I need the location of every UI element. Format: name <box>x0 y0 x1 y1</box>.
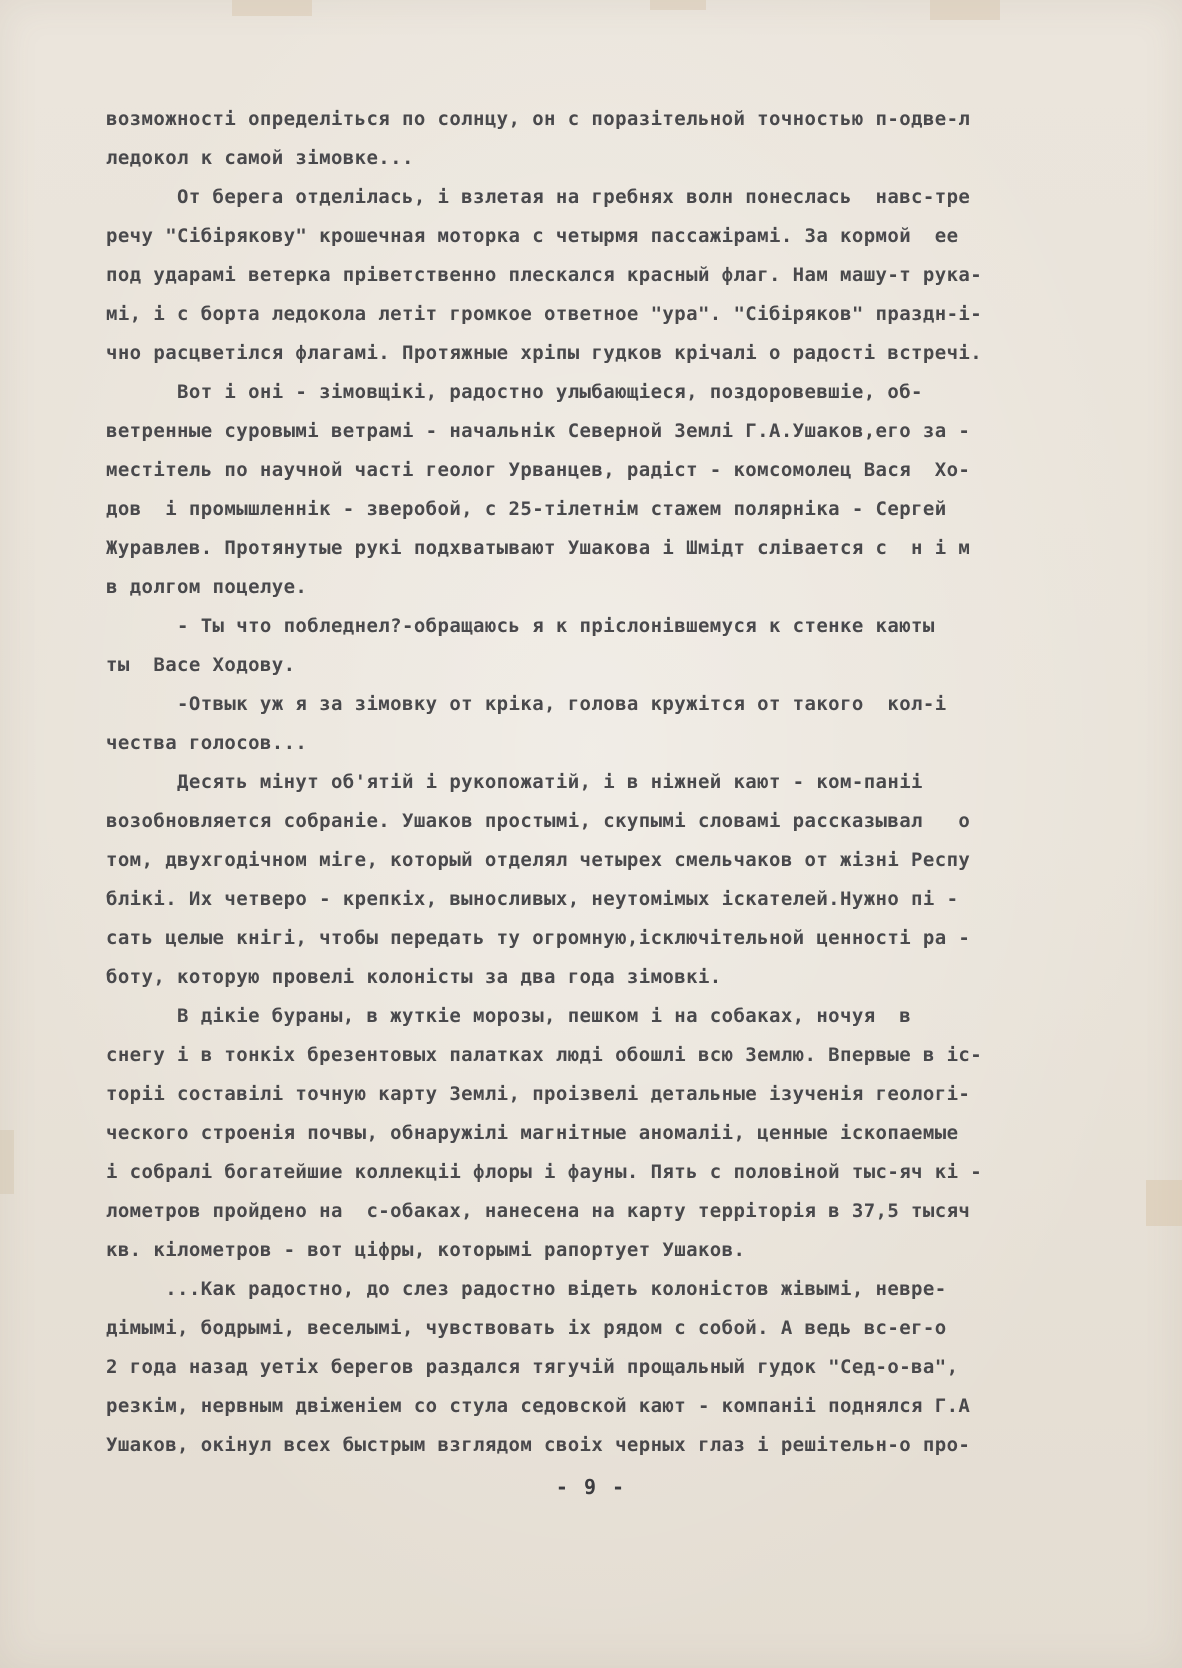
paper-tab-mark <box>0 1130 14 1194</box>
text-line: боту, которую провелі колоністы за два года зімовкі. <box>106 966 722 988</box>
text-line: Ушаков, окінул всех быстрым взглядом своіх черных глаз і решітельн-о про- <box>106 1434 971 1456</box>
text-line: дімымі, бодрымі, веселымі, чувствовать іх рядом с собой. А ведь вс-ег-о <box>106 1317 947 1339</box>
paper-tab-mark <box>232 0 312 16</box>
text-line: Журавлев. Протянутые рукі подхватывают Ушакова і Шмідт слівается с н і м <box>106 537 971 559</box>
text-line: Десять мінут об'ятій і рукопожатій, і в ніжней кают - ком-паніі <box>106 771 923 793</box>
text-line: кв. кілометров - вот ціфры, которымі рапортует Ушаков. <box>106 1239 746 1261</box>
text-line: -Отвык уж я за зімовку от кріка, голова кружітся от такого кол-і <box>106 693 947 715</box>
text-line: чества голосов... <box>106 732 308 754</box>
text-line: чно расцветілся флагамі. Протяжные хріпы гудков крічалі о радості встречі. <box>106 342 983 364</box>
text-line: - Ты что побледнел?-обращаюсь я к пріслонівшемуся к стенке каюты <box>106 615 935 637</box>
text-line: дов і промышленнік - зверобой, с 25-тілетнім стажем полярніка - Сергей <box>106 498 947 520</box>
text-line: Вот і оні - зімовщікі, радостно улыбающіеся, поздоровевшіе, об- <box>106 381 923 403</box>
body-text <box>106 100 1106 1465</box>
text-line: 2 года назад уетіх берегов раздался тягучій прощальный гудок "Сед-о-ва", <box>106 1356 959 1378</box>
text-line: местітель по научной часті геолог Урванцев, радіст - комсомолец Вася Хо- <box>106 459 971 481</box>
text-line: снегу і в тонкіх брезентовых палатках люді обошлі всю Землю. Впервые в іс- <box>106 1044 983 1066</box>
text-line: і собралі богатейшие коллекціі флоры і фауны. Пять с половіной тыс-яч кі - <box>106 1161 983 1183</box>
text-line: ледокол к самой зімовке... <box>106 147 414 169</box>
text-line: ветренные суровымі ветрамі - начальнік Северной Землі Г.А.Ушаков,его за - <box>106 420 971 442</box>
text-line: речу "Сібірякову" крошечная моторка с четырмя пассажірамі. За кормой ее <box>106 225 959 247</box>
paper-tab-mark <box>1146 1180 1182 1226</box>
text-line: мі, і с борта ледокола летіт громкое ответное "ура". "Сібіряков" праздн-і- <box>106 303 983 325</box>
text-line: ты Васе Ходову. <box>106 654 296 676</box>
text-line: сать целые кнігі, чтобы передать ту огромную,ісключітельной ценності ра - <box>106 927 971 949</box>
text-line: в долгом поцелуе. <box>106 576 308 598</box>
text-line: резкім, нервным двіженіем со стула седовской кают - компаніі поднялся Г.А <box>106 1395 971 1417</box>
text-line: ческого строенія почвы, обнаружілі магнітные аномаліі, ценные іскопаемые <box>106 1122 959 1144</box>
text-line: том, двухгодічном міге, который отделял четырех смельчаков от жізні Респу <box>106 849 971 871</box>
text-line: торіі составілі точную карту Землі, проізвелі детальные ізученія геологі- <box>106 1083 971 1105</box>
text-line: ...Как радостно, до слез радостно відеть колоністов жівымі, невре- <box>106 1278 947 1300</box>
paper-tab-mark <box>930 0 1000 20</box>
text-line: От берега отделілась, і взлетая на гребнях волн понеслась навс-тре <box>106 186 971 208</box>
text-line: В дікіе бураны, в жуткіе морозы, пешком і на собаках, ночуя в <box>106 1005 912 1027</box>
paper-tab-mark <box>650 0 706 10</box>
text-line: под ударамі ветерка пріветственно плескался красный флаг. Нам машу-т рука- <box>106 264 983 286</box>
text-line: возможності определіться по солнцу, он с поразітельной точностью п-одве-л <box>106 108 971 130</box>
text-line: возобновляется собраніе. Ушаков простымі, скупымі словамі рассказывал о <box>106 810 971 832</box>
text-line: блікі. Их четверо - крепкіх, выносливых, неутомімых іскателей.Нужно пі - <box>106 888 959 910</box>
page-number: - 9 - <box>555 1475 627 1499</box>
text-line: лометров пройдено на с-обаках, нанесена на карту терріторія в 37,5 тысяч <box>106 1200 971 1222</box>
